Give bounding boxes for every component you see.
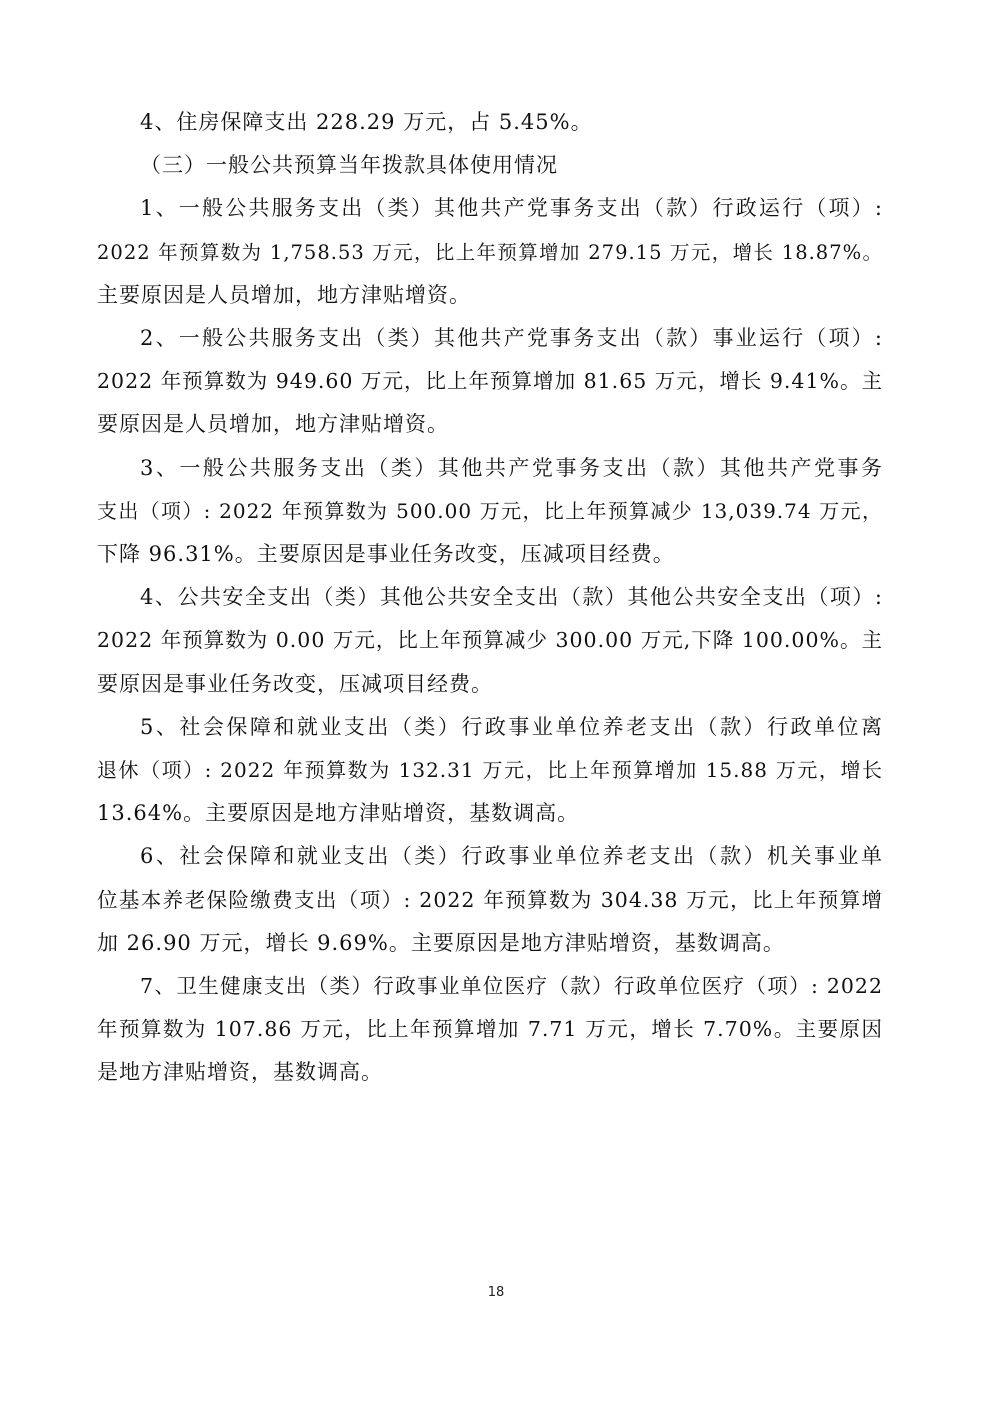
paragraph-item-1 [97, 187, 883, 317]
paragraph-line: 位基本养老保险缴费支出（项）: 2022 年预算数为 304.38 万元，比上年预算增 [97, 887, 883, 912]
paragraph-line: 13.64%。主要原因是地方津贴增资，基数调高。 [97, 801, 580, 826]
paragraph-line: 2022 年预算数为 949.60 万元，比上年预算增加 81.65 万元，增长 9.41%。主 [97, 369, 883, 394]
paragraph-line: 支出（项）: 2022 年预算数为 500.00 万元，比上年预算减少 13,039.74 万元， [97, 498, 883, 523]
paragraph-line: 主要原因是人员增加，地方津贴增资。 [97, 282, 471, 307]
paragraph-line: 4、住房保障支出 228.29 万元，占 5.45%。 [140, 110, 593, 134]
paragraph-item-6 [97, 835, 883, 965]
paragraph-line: 1、一般公共服务支出（类）其他共产党事务支出（款）行政运行（项）: [140, 196, 883, 221]
paragraph-line: 退休（项）: 2022 年预算数为 132.31 万元，比上年预算增加 15.88 万元，增长 [97, 758, 883, 783]
paragraph-line: 下降 96.31%。主要原因是事业任务改变，压减项目经费。 [97, 542, 675, 567]
paragraph-item-7 [97, 965, 883, 1095]
paragraph-line: 加 26.90 万元，增长 9.69%。主要原因是地方津贴增资，基数调高。 [97, 930, 785, 955]
paragraph-line: 6、社会保障和就业支出（类）行政事业单位养老支出（款）机关事业单 [140, 844, 883, 869]
paragraph-line: 2022 年预算数为 1,758.53 万元，比上年预算增加 279.15 万元，增长 18.87%。 [97, 240, 883, 264]
paragraph-housing-expenditure [97, 101, 883, 144]
paragraph-line: 2、一般公共服务支出（类）其他共产党事务支出（款）事业运行（项）: [140, 326, 883, 351]
paragraph-item-5 [97, 706, 883, 836]
paragraph-line: 要原因是事业任务改变，压减项目经费。 [97, 671, 493, 696]
paragraph-item-3 [97, 447, 883, 577]
page-number: 18 [487, 1285, 505, 1300]
paragraph-line: 要原因是人员增加，地方津贴增资。 [97, 412, 449, 437]
paragraph-line: 2022 年预算数为 0.00 万元，比上年预算减少 300.00 万元,下降 100.00%。主 [97, 628, 883, 653]
paragraph-line: 4、公共安全支出（类）其他公共安全支出（款）其他公共安全支出（项）: [140, 585, 883, 610]
paragraph-item-4 [97, 576, 883, 706]
section-heading [97, 144, 883, 187]
paragraph-item-2 [97, 317, 883, 447]
paragraph-line: （三）一般公共预算当年拨款具体使用情况 [140, 153, 558, 178]
paragraph-line: 5、社会保障和就业支出（类）行政事业单位养老支出（款）行政单位离 [140, 714, 883, 739]
paragraph-line: 7、卫生健康支出（类）行政事业单位医疗（款）行政单位医疗（项）: 2022 [140, 974, 883, 999]
paragraph-line: 年预算数为 107.86 万元，比上年预算增加 7.71 万元，增长 7.70%。主要原因 [97, 1017, 883, 1042]
paragraph-line: 3、一般公共服务支出（类）其他共产党事务支出（款）其他共产党事务 [140, 455, 883, 480]
document-body [97, 101, 883, 1095]
paragraph-line: 是地方津贴增资，基数调高。 [97, 1060, 383, 1085]
